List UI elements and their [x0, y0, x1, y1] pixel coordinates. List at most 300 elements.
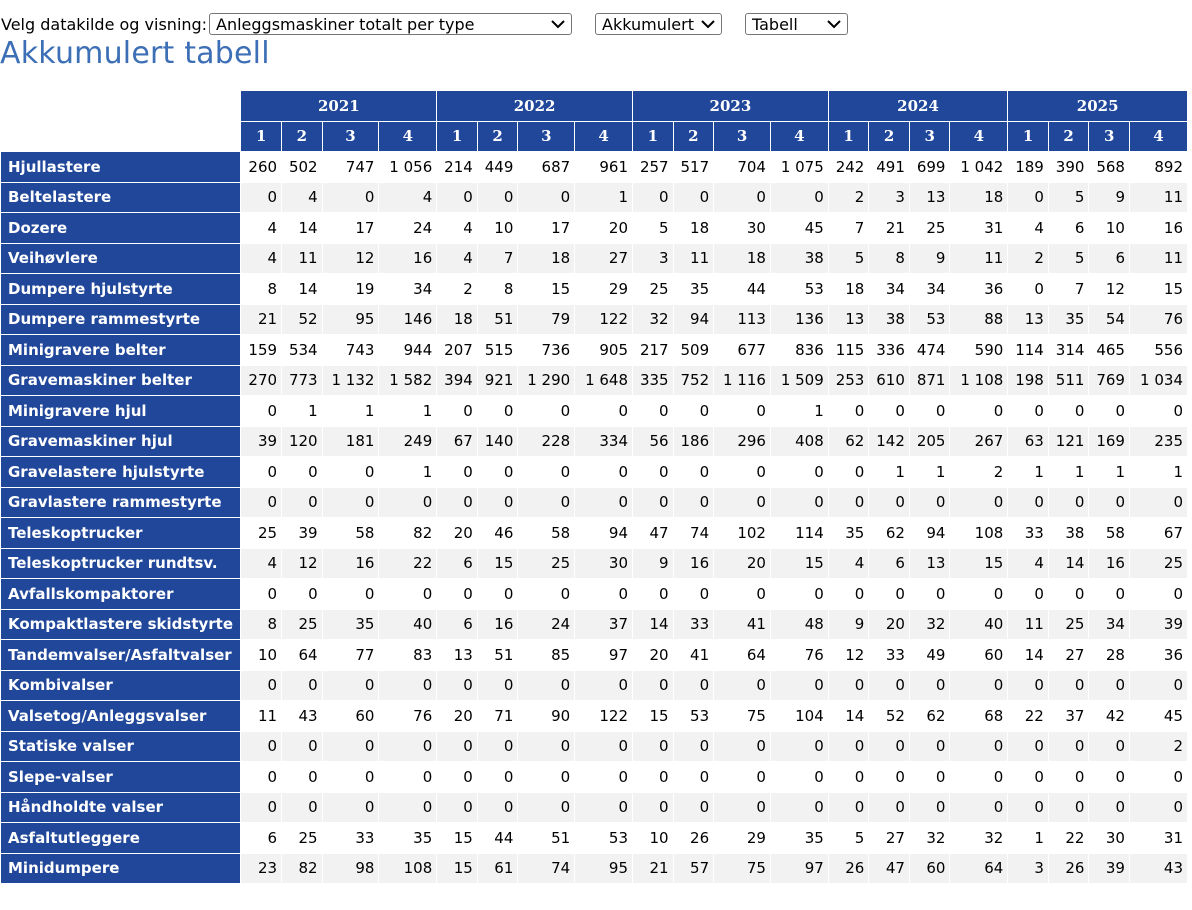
- value-cell: 0: [282, 488, 322, 518]
- value-cell: 25: [518, 549, 574, 579]
- value-cell: 25: [282, 610, 322, 640]
- value-cell: 12: [1089, 274, 1129, 304]
- value-cell: 10: [633, 823, 673, 853]
- row-label: Valsetog/Anleggsvalser: [1, 701, 240, 731]
- value-cell: 82: [379, 518, 436, 548]
- value-cell: 0: [478, 579, 518, 609]
- chevron-down-icon: [701, 19, 715, 29]
- value-cell: 4: [437, 244, 477, 274]
- value-cell: 0: [1049, 793, 1089, 823]
- value-cell: 34: [1089, 610, 1129, 640]
- value-cell: 449: [478, 152, 518, 182]
- value-cell: 169: [1089, 427, 1129, 457]
- quarter-header: 1: [241, 122, 281, 152]
- value-cell: 61: [478, 854, 518, 884]
- value-cell: 0: [714, 488, 770, 518]
- value-cell: 556: [1130, 335, 1187, 365]
- value-cell: 62: [910, 701, 950, 731]
- value-cell: 0: [478, 457, 518, 487]
- row-label: Veihøvlere: [1, 244, 240, 274]
- value-cell: 1: [771, 396, 828, 426]
- table-row: [1, 579, 1187, 609]
- quarter-header: 1: [437, 122, 477, 152]
- value-cell: 16: [1130, 213, 1187, 243]
- value-cell: 314: [1049, 335, 1089, 365]
- value-cell: 2: [829, 183, 869, 213]
- value-cell: 0: [241, 457, 281, 487]
- value-cell: 0: [771, 732, 828, 762]
- value-cell: 8: [241, 274, 281, 304]
- value-cell: 0: [379, 762, 436, 792]
- value-cell: 0: [575, 579, 632, 609]
- value-cell: 0: [379, 579, 436, 609]
- value-cell: 0: [323, 671, 379, 701]
- row-label: Avfallskompaktorer: [1, 579, 240, 609]
- value-cell: 0: [1130, 579, 1187, 609]
- value-cell: 0: [633, 732, 673, 762]
- value-cell: 228: [518, 427, 574, 457]
- value-cell: 0: [437, 183, 477, 213]
- value-cell: 0: [910, 579, 950, 609]
- value-cell: 3: [1008, 854, 1048, 884]
- value-cell: 45: [771, 213, 828, 243]
- value-cell: 9: [1089, 183, 1129, 213]
- value-cell: 47: [869, 854, 909, 884]
- value-cell: 517: [674, 152, 714, 182]
- value-cell: 1: [1008, 457, 1048, 487]
- value-cell: 25: [910, 213, 950, 243]
- value-cell: 687: [518, 152, 574, 182]
- value-cell: 31: [1130, 823, 1187, 853]
- value-cell: 30: [714, 213, 770, 243]
- value-cell: 0: [633, 396, 673, 426]
- value-cell: 1 116: [714, 366, 770, 396]
- value-cell: 21: [633, 854, 673, 884]
- value-cell: 0: [910, 793, 950, 823]
- row-label: Dumpere hjulstyrte: [1, 274, 240, 304]
- value-cell: 26: [829, 854, 869, 884]
- value-cell: 0: [379, 793, 436, 823]
- value-cell: 32: [910, 610, 950, 640]
- value-cell: 7: [1049, 274, 1089, 304]
- source-select-label: Velg datakilde og visning:: [1, 15, 208, 34]
- value-cell: 15: [478, 549, 518, 579]
- value-cell: 57: [674, 854, 714, 884]
- value-cell: 30: [575, 549, 632, 579]
- year-header: 2025: [1008, 91, 1187, 121]
- value-cell: 13: [910, 549, 950, 579]
- quarter-header: 2: [869, 122, 909, 152]
- value-cell: 0: [714, 762, 770, 792]
- value-cell: 56: [633, 427, 673, 457]
- value-cell: 0: [714, 732, 770, 762]
- value-cell: 26: [1049, 854, 1089, 884]
- value-cell: 25: [1049, 610, 1089, 640]
- value-cell: 46: [478, 518, 518, 548]
- value-cell: 0: [950, 671, 1007, 701]
- value-cell: 773: [282, 366, 322, 396]
- value-cell: 13: [910, 183, 950, 213]
- value-cell: 0: [282, 762, 322, 792]
- value-cell: 39: [282, 518, 322, 548]
- value-cell: 85: [518, 640, 574, 670]
- value-cell: 76: [771, 640, 828, 670]
- value-cell: 15: [633, 701, 673, 731]
- value-cell: 1: [282, 396, 322, 426]
- value-cell: 28: [1089, 640, 1129, 670]
- table-row: [1, 701, 1187, 731]
- value-cell: 0: [869, 732, 909, 762]
- page-title: Akkumulert tabell: [0, 36, 270, 71]
- value-cell: 752: [674, 366, 714, 396]
- value-cell: 14: [282, 274, 322, 304]
- mode-select-value: Akkumulert: [602, 15, 694, 34]
- value-cell: 0: [633, 457, 673, 487]
- value-cell: 0: [575, 793, 632, 823]
- value-cell: 108: [950, 518, 1007, 548]
- value-cell: 31: [950, 213, 1007, 243]
- value-cell: 0: [674, 396, 714, 426]
- value-cell: 0: [950, 762, 1007, 792]
- value-cell: 15: [518, 274, 574, 304]
- data-source-select-value: Anleggsmaskiner totalt per type: [216, 15, 475, 34]
- year-header: 2022: [437, 91, 632, 121]
- value-cell: 0: [478, 762, 518, 792]
- value-cell: 0: [714, 457, 770, 487]
- value-cell: 1: [575, 183, 632, 213]
- value-cell: 0: [950, 396, 1007, 426]
- value-cell: 0: [869, 671, 909, 701]
- value-cell: 0: [869, 396, 909, 426]
- value-cell: 267: [950, 427, 1007, 457]
- quarter-header: 4: [379, 122, 436, 152]
- value-cell: 0: [437, 579, 477, 609]
- value-cell: 29: [575, 274, 632, 304]
- value-cell: 41: [674, 640, 714, 670]
- value-cell: 0: [1049, 579, 1089, 609]
- value-cell: 0: [1130, 396, 1187, 426]
- table-row: [1, 396, 1187, 426]
- value-cell: 10: [241, 640, 281, 670]
- value-cell: 0: [771, 793, 828, 823]
- value-cell: 871: [910, 366, 950, 396]
- value-cell: 0: [241, 732, 281, 762]
- value-cell: 40: [950, 610, 1007, 640]
- value-cell: 6: [1089, 244, 1129, 274]
- value-cell: 0: [1049, 762, 1089, 792]
- value-cell: 465: [1089, 335, 1129, 365]
- value-cell: 10: [478, 213, 518, 243]
- value-cell: 568: [1089, 152, 1129, 182]
- value-cell: 0: [1130, 488, 1187, 518]
- value-cell: 38: [1049, 518, 1089, 548]
- value-cell: 48: [771, 610, 828, 640]
- value-cell: 16: [379, 244, 436, 274]
- value-cell: 15: [771, 549, 828, 579]
- row-label: Kombivalser: [1, 671, 240, 701]
- value-cell: 114: [1008, 335, 1048, 365]
- value-cell: 0: [282, 671, 322, 701]
- value-cell: 14: [829, 701, 869, 731]
- quarter-header: 3: [323, 122, 379, 152]
- value-cell: 704: [714, 152, 770, 182]
- value-cell: 0: [714, 396, 770, 426]
- value-cell: 121: [1049, 427, 1089, 457]
- value-cell: 0: [575, 457, 632, 487]
- value-cell: 0: [518, 762, 574, 792]
- value-cell: 0: [1089, 488, 1129, 518]
- value-cell: 747: [323, 152, 379, 182]
- value-cell: 120: [282, 427, 322, 457]
- value-cell: 47: [633, 518, 673, 548]
- value-cell: 82: [282, 854, 322, 884]
- value-cell: 2: [1130, 732, 1187, 762]
- value-cell: 58: [323, 518, 379, 548]
- value-cell: 18: [714, 244, 770, 274]
- value-cell: 4: [829, 549, 869, 579]
- value-cell: 0: [323, 793, 379, 823]
- value-cell: 4: [282, 183, 322, 213]
- value-cell: 37: [1049, 701, 1089, 731]
- value-cell: 36: [950, 274, 1007, 304]
- value-cell: 1 648: [575, 366, 632, 396]
- value-cell: 1 075: [771, 152, 828, 182]
- value-cell: 0: [1089, 762, 1129, 792]
- value-cell: 0: [1008, 183, 1048, 213]
- value-cell: 0: [437, 793, 477, 823]
- value-cell: 15: [437, 823, 477, 853]
- value-cell: 4: [437, 213, 477, 243]
- value-cell: 677: [714, 335, 770, 365]
- chevron-down-icon: [551, 19, 565, 29]
- value-cell: 0: [674, 732, 714, 762]
- value-cell: 0: [1130, 793, 1187, 823]
- value-cell: 1 132: [323, 366, 379, 396]
- value-cell: 22: [1008, 701, 1048, 731]
- value-cell: 67: [437, 427, 477, 457]
- value-cell: 140: [478, 427, 518, 457]
- value-cell: 0: [714, 671, 770, 701]
- year-header: 2023: [633, 91, 828, 121]
- value-cell: 8: [869, 244, 909, 274]
- value-cell: 20: [437, 701, 477, 731]
- quarter-header: 4: [575, 122, 632, 152]
- value-cell: 12: [323, 244, 379, 274]
- value-cell: 64: [714, 640, 770, 670]
- value-cell: 94: [575, 518, 632, 548]
- value-cell: 0: [633, 579, 673, 609]
- value-cell: 102: [714, 518, 770, 548]
- value-cell: 217: [633, 335, 673, 365]
- value-cell: 20: [437, 518, 477, 548]
- row-label: Beltelastere: [1, 183, 240, 213]
- value-cell: 52: [282, 305, 322, 335]
- value-cell: 235: [1130, 427, 1187, 457]
- value-cell: 0: [829, 457, 869, 487]
- value-cell: 511: [1049, 366, 1089, 396]
- value-cell: 35: [771, 823, 828, 853]
- value-cell: 15: [437, 854, 477, 884]
- row-label: Minigravere belter: [1, 335, 240, 365]
- table-row: [1, 518, 1187, 548]
- value-cell: 41: [714, 610, 770, 640]
- value-cell: 146: [379, 305, 436, 335]
- value-cell: 0: [1008, 274, 1048, 304]
- chevron-down-icon: [827, 19, 841, 29]
- value-cell: 0: [1049, 488, 1089, 518]
- value-cell: 35: [829, 518, 869, 548]
- quarter-header: 4: [771, 122, 828, 152]
- value-cell: 0: [1008, 793, 1048, 823]
- value-cell: 296: [714, 427, 770, 457]
- value-cell: 76: [379, 701, 436, 731]
- table-row: [1, 762, 1187, 792]
- value-cell: 6: [437, 610, 477, 640]
- value-cell: 207: [437, 335, 477, 365]
- value-cell: 14: [633, 610, 673, 640]
- value-cell: 0: [771, 579, 828, 609]
- value-cell: 34: [379, 274, 436, 304]
- value-cell: 502: [282, 152, 322, 182]
- value-cell: 76: [1130, 305, 1187, 335]
- value-cell: 0: [829, 732, 869, 762]
- value-cell: 610: [869, 366, 909, 396]
- value-cell: 37: [575, 610, 632, 640]
- value-cell: 60: [323, 701, 379, 731]
- value-cell: 74: [518, 854, 574, 884]
- value-cell: 44: [478, 823, 518, 853]
- row-label: Gravlastere rammestyrte: [1, 488, 240, 518]
- quarter-header: 3: [1089, 122, 1129, 152]
- value-cell: 54: [1089, 305, 1129, 335]
- quarter-header: 2: [282, 122, 322, 152]
- data-source-select[interactable]: [209, 13, 572, 35]
- value-cell: 29: [714, 823, 770, 853]
- value-cell: 6: [437, 549, 477, 579]
- value-cell: 0: [771, 457, 828, 487]
- value-cell: 9: [633, 549, 673, 579]
- table-row: [1, 457, 1187, 487]
- value-cell: 0: [282, 793, 322, 823]
- value-cell: 0: [323, 457, 379, 487]
- table-row: [1, 305, 1187, 335]
- value-cell: 0: [633, 793, 673, 823]
- value-cell: 0: [1049, 671, 1089, 701]
- row-label: Hjullastere: [1, 152, 240, 182]
- row-label: Tandemvalser/Asfaltvalser: [1, 640, 240, 670]
- value-cell: 0: [518, 732, 574, 762]
- value-cell: 36: [1130, 640, 1187, 670]
- value-cell: 94: [910, 518, 950, 548]
- value-cell: 13: [829, 305, 869, 335]
- value-cell: 1: [379, 457, 436, 487]
- value-cell: 34: [910, 274, 950, 304]
- value-cell: 0: [1049, 732, 1089, 762]
- value-cell: 33: [869, 640, 909, 670]
- value-cell: 0: [950, 732, 1007, 762]
- row-label: Slepe-valser: [1, 762, 240, 792]
- value-cell: 0: [241, 396, 281, 426]
- year-header: 2021: [241, 91, 436, 121]
- value-cell: 17: [518, 213, 574, 243]
- value-cell: 52: [869, 701, 909, 731]
- row-label: Gravemaskiner belter: [1, 366, 240, 396]
- value-cell: 0: [869, 793, 909, 823]
- view-select[interactable]: [745, 13, 848, 35]
- value-cell: 0: [575, 396, 632, 426]
- value-cell: 21: [869, 213, 909, 243]
- value-cell: 43: [282, 701, 322, 731]
- value-cell: 83: [379, 640, 436, 670]
- value-cell: 42: [1089, 701, 1129, 731]
- value-cell: 95: [323, 305, 379, 335]
- value-cell: 53: [771, 274, 828, 304]
- value-cell: 22: [379, 549, 436, 579]
- value-cell: 474: [910, 335, 950, 365]
- value-cell: 189: [1008, 152, 1048, 182]
- value-cell: 17: [323, 213, 379, 243]
- value-cell: 0: [829, 793, 869, 823]
- value-cell: 1 509: [771, 366, 828, 396]
- value-cell: 0: [1130, 671, 1187, 701]
- value-cell: 8: [241, 610, 281, 640]
- value-cell: 0: [323, 732, 379, 762]
- value-cell: 15: [1130, 274, 1187, 304]
- value-cell: 74: [674, 518, 714, 548]
- value-cell: 336: [869, 335, 909, 365]
- value-cell: 32: [910, 823, 950, 853]
- value-cell: 18: [437, 305, 477, 335]
- value-cell: 1 582: [379, 366, 436, 396]
- corner-cell: [1, 91, 240, 151]
- value-cell: 64: [950, 854, 1007, 884]
- value-cell: 9: [910, 244, 950, 274]
- quarter-header: 1: [1008, 122, 1048, 152]
- value-cell: 0: [437, 671, 477, 701]
- value-cell: 0: [674, 183, 714, 213]
- value-cell: 18: [829, 274, 869, 304]
- mode-select[interactable]: [595, 13, 722, 35]
- value-cell: 95: [575, 854, 632, 884]
- value-cell: 18: [518, 244, 574, 274]
- value-cell: 2: [437, 274, 477, 304]
- value-cell: 20: [575, 213, 632, 243]
- value-cell: 11: [950, 244, 1007, 274]
- value-cell: 75: [714, 854, 770, 884]
- value-cell: 408: [771, 427, 828, 457]
- value-cell: 34: [869, 274, 909, 304]
- value-cell: 8: [478, 274, 518, 304]
- value-cell: 16: [323, 549, 379, 579]
- value-cell: 0: [829, 579, 869, 609]
- value-cell: 0: [282, 732, 322, 762]
- value-cell: 0: [1008, 671, 1048, 701]
- value-cell: 1 290: [518, 366, 574, 396]
- value-cell: 0: [674, 793, 714, 823]
- value-cell: 5: [829, 823, 869, 853]
- value-cell: 0: [714, 793, 770, 823]
- value-cell: 6: [869, 549, 909, 579]
- value-cell: 3: [869, 183, 909, 213]
- value-cell: 24: [379, 213, 436, 243]
- value-cell: 905: [575, 335, 632, 365]
- value-cell: 62: [869, 518, 909, 548]
- value-cell: 769: [1089, 366, 1129, 396]
- value-cell: 27: [575, 244, 632, 274]
- value-cell: 77: [323, 640, 379, 670]
- row-label: Kompaktlastere skidstyrte: [1, 610, 240, 640]
- value-cell: 0: [771, 488, 828, 518]
